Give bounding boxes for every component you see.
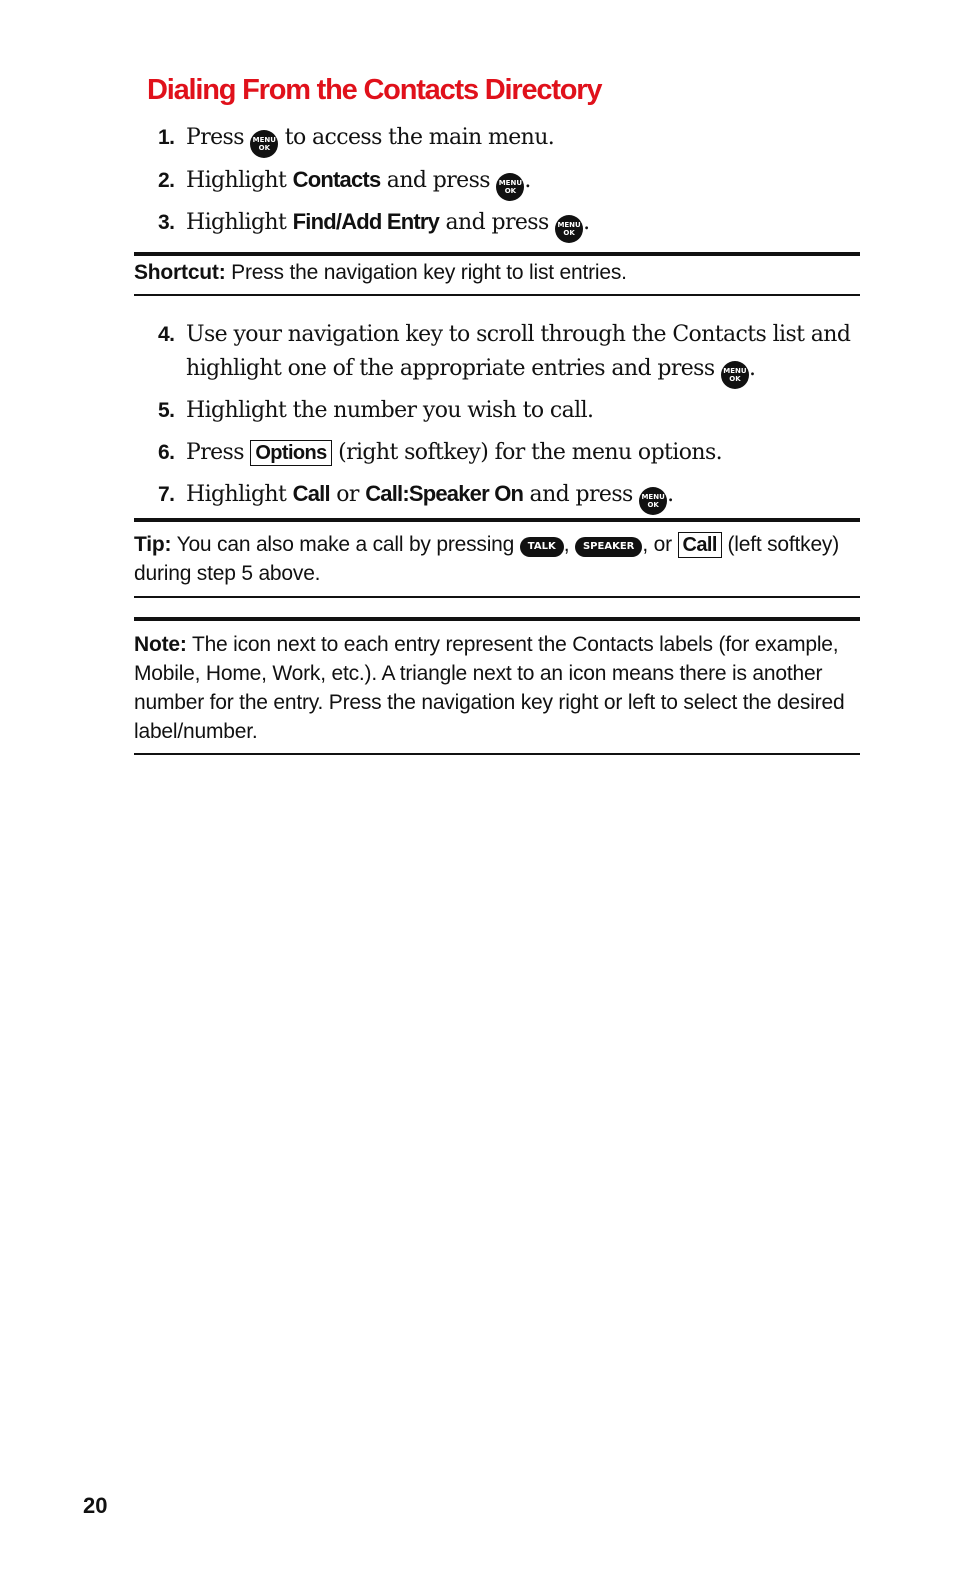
step-number: 7. <box>158 483 175 506</box>
step-text: Highlight <box>186 210 287 235</box>
step-number: 2. <box>158 169 175 192</box>
divider <box>134 252 860 256</box>
shortcut-text: Press the navigation key right to list entries. <box>231 261 627 284</box>
menu-ok-icon: MENU OK <box>721 361 749 389</box>
menu-keyword: Contacts <box>292 167 381 192</box>
step-text: highlight one of the appropriate entries and press <box>186 356 715 381</box>
step-5 <box>158 394 870 428</box>
menu-ok-icon: MENU OK <box>496 173 524 201</box>
step-7: 7. Highlight Call or Call:Speaker On and press MENU OK . <box>158 477 870 515</box>
tip-label: Tip: <box>134 533 172 556</box>
divider <box>134 617 860 621</box>
step-number: 6. <box>158 441 175 464</box>
step-number: 1. <box>158 126 175 149</box>
step-text: and press <box>386 168 490 193</box>
menu-keyword: Call <box>292 481 330 506</box>
shortcut-label: Shortcut: <box>134 261 226 284</box>
divider <box>134 294 860 296</box>
menu-ok-icon: MENU OK <box>250 130 278 158</box>
menu-keyword: Call:Speaker On <box>365 481 524 506</box>
menu-ok-icon: MENU OK <box>555 215 583 243</box>
note-box <box>134 630 860 746</box>
step-text: or <box>336 482 359 507</box>
note-text: The icon next to each entry represent the Contacts labels (for example, Mobile, Home, Work, etc.). A triangle next to an icon means there is another number for the entry. Press the navigation key right or left to select the desired label/number. <box>134 633 845 743</box>
page-number: 20 <box>83 1493 108 1518</box>
step-text: Press <box>186 440 244 465</box>
menu-ok-icon: MENU OK <box>639 487 667 515</box>
step-text: Press <box>186 125 244 150</box>
step-number: 5. <box>158 399 175 422</box>
step-6 <box>158 436 870 470</box>
divider <box>134 518 860 522</box>
step-text: Highlight <box>186 168 287 193</box>
tip-text: (left softkey) during step 5 above. <box>134 533 840 585</box>
talk-key-icon: TALK <box>520 537 564 557</box>
step-1 <box>158 121 870 158</box>
call-softkey-label: Call <box>678 532 722 558</box>
step-number: 4. <box>158 323 175 346</box>
divider <box>134 753 860 755</box>
options-softkey-label: Options <box>250 440 331 466</box>
section-title: Dialing From the Contacts Directory <box>147 74 602 106</box>
step-text: to access the main menu. <box>284 125 555 150</box>
shortcut-box <box>134 258 860 287</box>
divider <box>134 596 860 598</box>
note-label: Note: <box>134 633 187 656</box>
step-text: and press <box>529 482 633 507</box>
step-text: Highlight <box>186 482 287 507</box>
menu-keyword: Find/Add Entry <box>292 209 440 234</box>
step-text: and press <box>445 210 549 235</box>
tip-box: Tip: You can also make a call by pressing TALK , SPEAKER , or Call (left softkey) during step 5 above. <box>134 533 840 585</box>
step-4: 4. Use your navigation key to scroll through the Contacts list and highlight one of the appropriate entries and press MENU OK . <box>158 318 870 389</box>
step-text: Use your navigation key to scroll through the Contacts list and <box>186 322 851 347</box>
step-text: (right softkey) for the menu options. <box>338 440 723 465</box>
tip-text: You can also make a call by pressing <box>176 533 515 556</box>
step-2: 2. Highlight Contacts and press MENU OK . <box>158 163 870 201</box>
step-number: 3. <box>158 211 175 234</box>
speaker-key-icon: SPEAKER <box>575 537 642 557</box>
step-text: Highlight the number you wish to call. <box>186 398 594 423</box>
step-3: 3. Highlight Find/Add Entry and press MENU OK . <box>158 205 870 243</box>
